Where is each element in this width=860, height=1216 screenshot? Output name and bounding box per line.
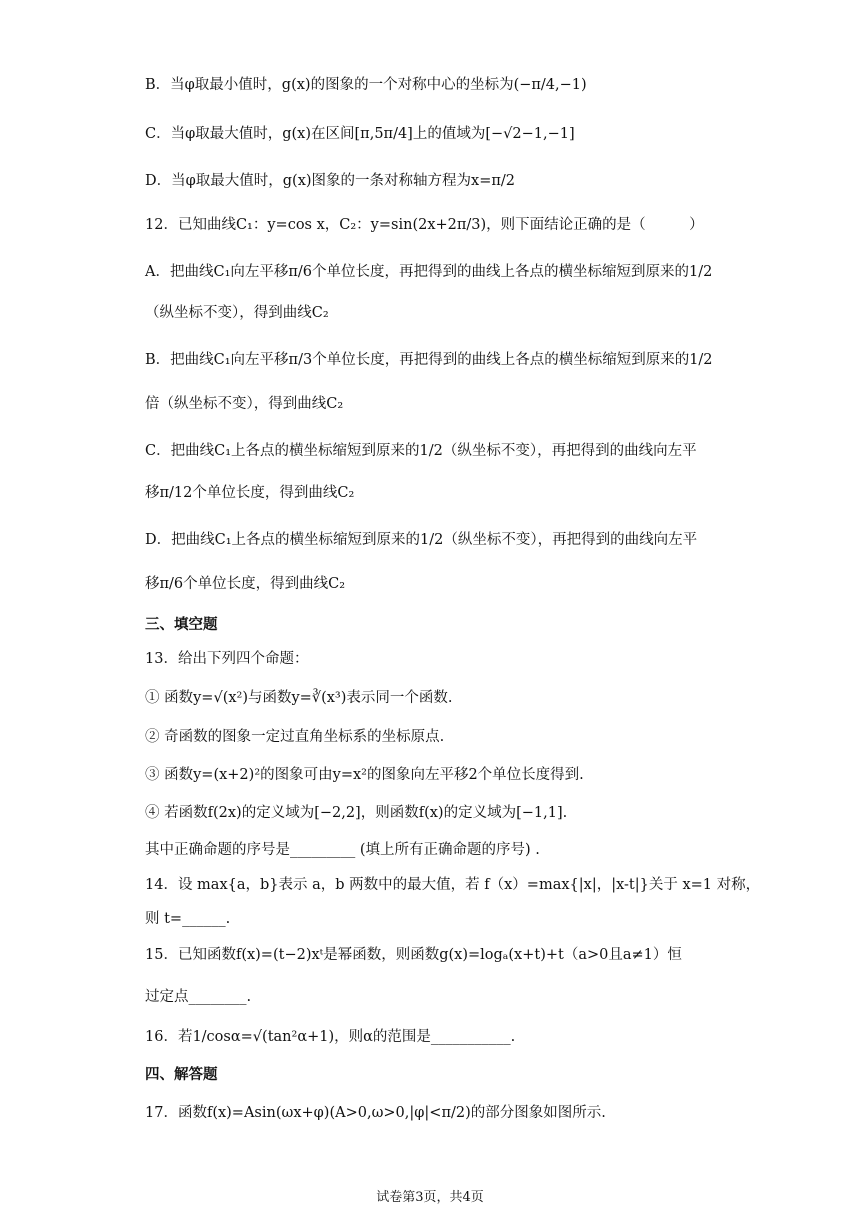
option-11-b: B．当φ取最小值时，g(x)的图象的一个对称中心的坐标为(−π/4,−1) [145,77,587,93]
proposition-4: ④ 若函数f(2x)的定义域为[−2,2]，则函数f(x)的定义域为[−1,1]. [145,805,568,821]
option-12-b-line-2: 倍（纵坐标不变），得到曲线C₂ [145,396,344,412]
question-15-line-2: 过定点________. [145,989,252,1005]
option-12-c-line-1: C．把曲线C₁上各点的横坐标缩短到原来的1/2（纵坐标不变），再把得到的曲线向左平 [145,443,697,459]
option-12-a-line-1: A．把曲线C₁向左平移π/6个单位长度，再把得到的曲线上各点的横坐标缩短到原来的1/2 [145,264,713,280]
question-13-prompt: 其中正确命题的序号是_________ (填上所有正确命题的序号) . [145,842,540,858]
option-12-d-line-1: D．把曲线C₁上各点的横坐标缩短到原来的1/2（纵坐标不变），再把得到的曲线向左平 [145,532,698,548]
proposition-3: ③ 函数y=(x+2)²的图象可由y=x²的图象向左平移2个单位长度得到. [145,767,584,783]
question-14-line-2: 则 t=______. [145,911,231,927]
question-13: 13．给出下列四个命题： [145,651,309,667]
question-14-line-1: 14．设 max{a，b}表示 a，b 两数中的最大值，若 f（x）=max{|x|，|x-t|}关于 x=1 对称， [145,877,761,893]
proposition-1: ① 函数y=√(x²)与函数y=∛(x³)表示同一个函数. [145,690,453,706]
option-12-b-line-1: B．把曲线C₁向左平移π/3个单位长度，再把得到的曲线上各点的横坐标缩短到原来的1/2 [145,352,713,368]
question-12: 12．已知曲线C₁：y=cos x，C₂：y=sin(2x+2π/3)，则下面结论正确的是（ ） [145,217,704,233]
section-heading-answer: 四、解答题 [145,1066,218,1083]
page-footer: 试卷第3页，共4页 [376,1190,484,1205]
option-12-a-line-2: （纵坐标不变），得到曲线C₂ [145,305,329,321]
question-16: 16．若1/cosα=√(tan²α+1)，则α的范围是___________. [145,1029,516,1045]
section-heading-fill-in: 三、填空题 [145,616,218,633]
question-15-line-1: 15．已知函数f(x)=(t−2)xᵗ是幂函数，则函数g(x)=logₐ(x+t)+t（a>0且a≠1）恒 [145,947,682,963]
option-11-c: C．当φ取最大值时，g(x)在区间[π,5π/4]上的值域为[−√2−1,−1] [145,126,575,142]
option-12-c-line-2: 移π/12个单位长度，得到曲线C₂ [145,485,355,501]
question-17: 17．函数f(x)=Asin(ωx+φ)(A>0,ω>0,|φ|<π/2)的部分图象如图所示. [145,1105,606,1121]
option-12-d-line-2: 移π/6个单位长度，得到曲线C₂ [145,576,346,592]
proposition-2: ② 奇函数的图象一定过直角坐标系的坐标原点. [145,729,445,745]
option-11-d: D．当φ取最大值时，g(x)图象的一条对称轴方程为x=π/2 [145,173,516,189]
